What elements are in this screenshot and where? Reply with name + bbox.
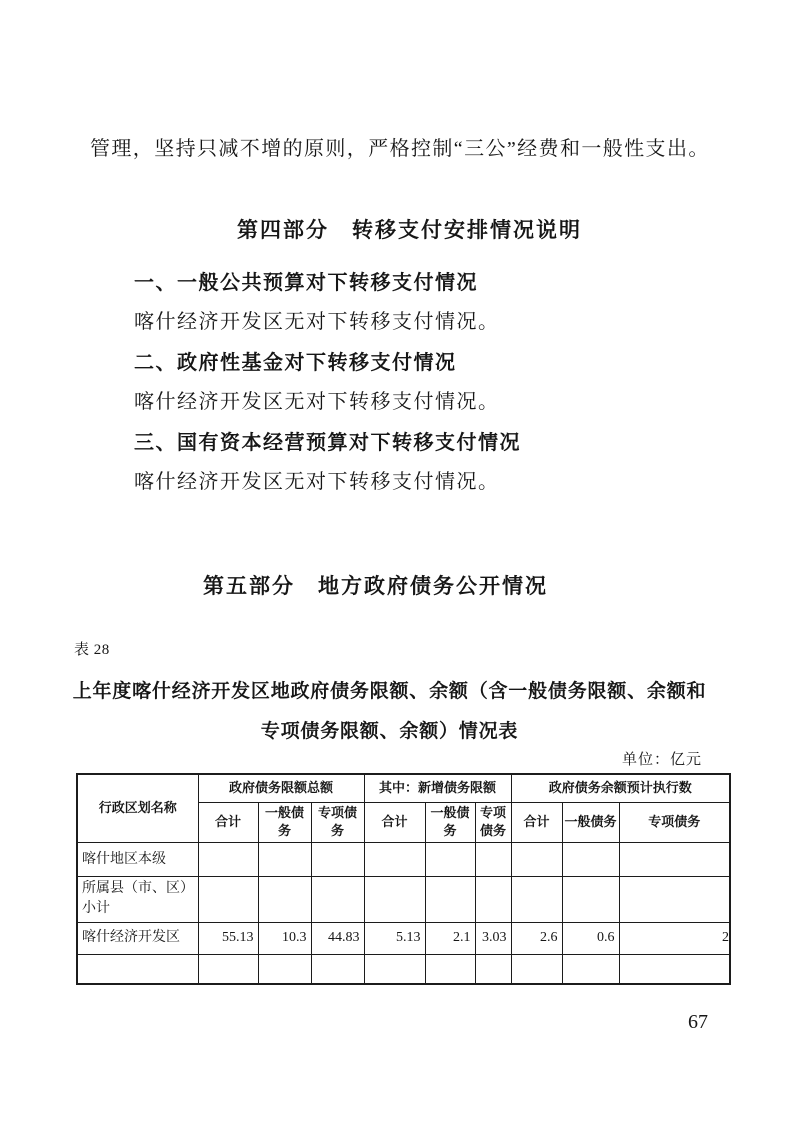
table-row [77,877,730,923]
section-1-heading: 一、一般公共预算对下转移支付情况 [134,272,478,294]
subheader-total: 合计 [198,802,258,843]
table-row [77,843,730,877]
value-cell [258,877,311,923]
subheader-general: 一般债务 [562,802,619,843]
value-cell [364,843,425,877]
region-name-cell: 喀什地区本级 [77,843,198,877]
region-name-cell [77,954,198,984]
value-cell [562,877,619,923]
table-title [0,672,779,752]
section-3-heading: 三、国有资本经营预算对下转移支付情况 [134,432,521,454]
table-title-line2: 专项债务限额、余额）情况表 [260,721,519,742]
value-cell [311,843,364,877]
value-cell [425,843,475,877]
value-cell [425,877,475,923]
region-name-cell: 喀什经济开发区 [77,922,198,954]
value-cell [198,843,258,877]
value-cell [511,877,562,923]
subheader-total: 合计 [364,802,425,843]
value-cell [258,843,311,877]
subheader-general: 一般债务 [258,802,311,843]
value-cell: 2 [619,922,730,954]
value-cell [619,954,730,984]
value-cell [198,954,258,984]
value-cell [475,954,511,984]
value-cell [258,954,311,984]
value-cell [475,843,511,877]
subheader-total: 合计 [511,802,562,843]
intro-paragraph: 管理，坚持只减不增的原则，严格控制“三公”经费和一般性支出。 [90,138,710,160]
value-cell: 55.13 [198,922,258,954]
debt-table [76,773,731,985]
col-group-new-limit: 其中：新增债务限额 [364,774,511,802]
value-cell: 3.03 [475,922,511,954]
section-1-body: 喀什经济开发区无对下转移支付情况。 [134,311,500,333]
part5-title: 第五部分 地方政府债务公开情况 [203,575,548,598]
value-cell: 0.6 [562,922,619,954]
value-cell [475,877,511,923]
value-cell: 2.6 [511,922,562,954]
value-cell [425,954,475,984]
col-group-balance-exec: 政府债务余额预计执行数 [511,774,730,802]
region-name-cell: 所属县（市、区）小计 [77,877,198,923]
page-number: 67 [688,1011,708,1033]
table-title-line1: 上年度喀什经济开发区地政府债务限额、余额（含一般债务限额、余额和 [72,681,707,702]
value-cell [311,954,364,984]
col-group-limit-total: 政府债务限额总额 [198,774,364,802]
subheader-special: 专项债务 [619,802,730,843]
table-label: 表 28 [74,642,110,658]
value-cell [511,954,562,984]
value-cell: 2.1 [425,922,475,954]
value-cell: 44.83 [311,922,364,954]
section-2-body: 喀什经济开发区无对下转移支付情况。 [134,391,500,413]
subheader-special: 专项债务 [311,802,364,843]
unit-note: 单位：亿元 [621,752,702,768]
value-cell [562,843,619,877]
part4-title: 第四部分 转移支付安排情况说明 [237,219,582,242]
section-2-heading: 二、政府性基金对下转移支付情况 [134,352,457,374]
value-cell [511,843,562,877]
value-cell [364,877,425,923]
value-cell: 5.13 [364,922,425,954]
value-cell [364,954,425,984]
value-cell: 10.3 [258,922,311,954]
section-3-body: 喀什经济开发区无对下转移支付情况。 [134,471,500,493]
row-header-label: 行政区划名称 [77,774,198,843]
subheader-special: 专项债务 [475,802,511,843]
value-cell [619,877,730,923]
subheader-general: 一般债务 [425,802,475,843]
value-cell [562,954,619,984]
table-row [77,954,730,984]
value-cell [311,877,364,923]
table-row [77,922,730,954]
value-cell [619,843,730,877]
value-cell [198,877,258,923]
